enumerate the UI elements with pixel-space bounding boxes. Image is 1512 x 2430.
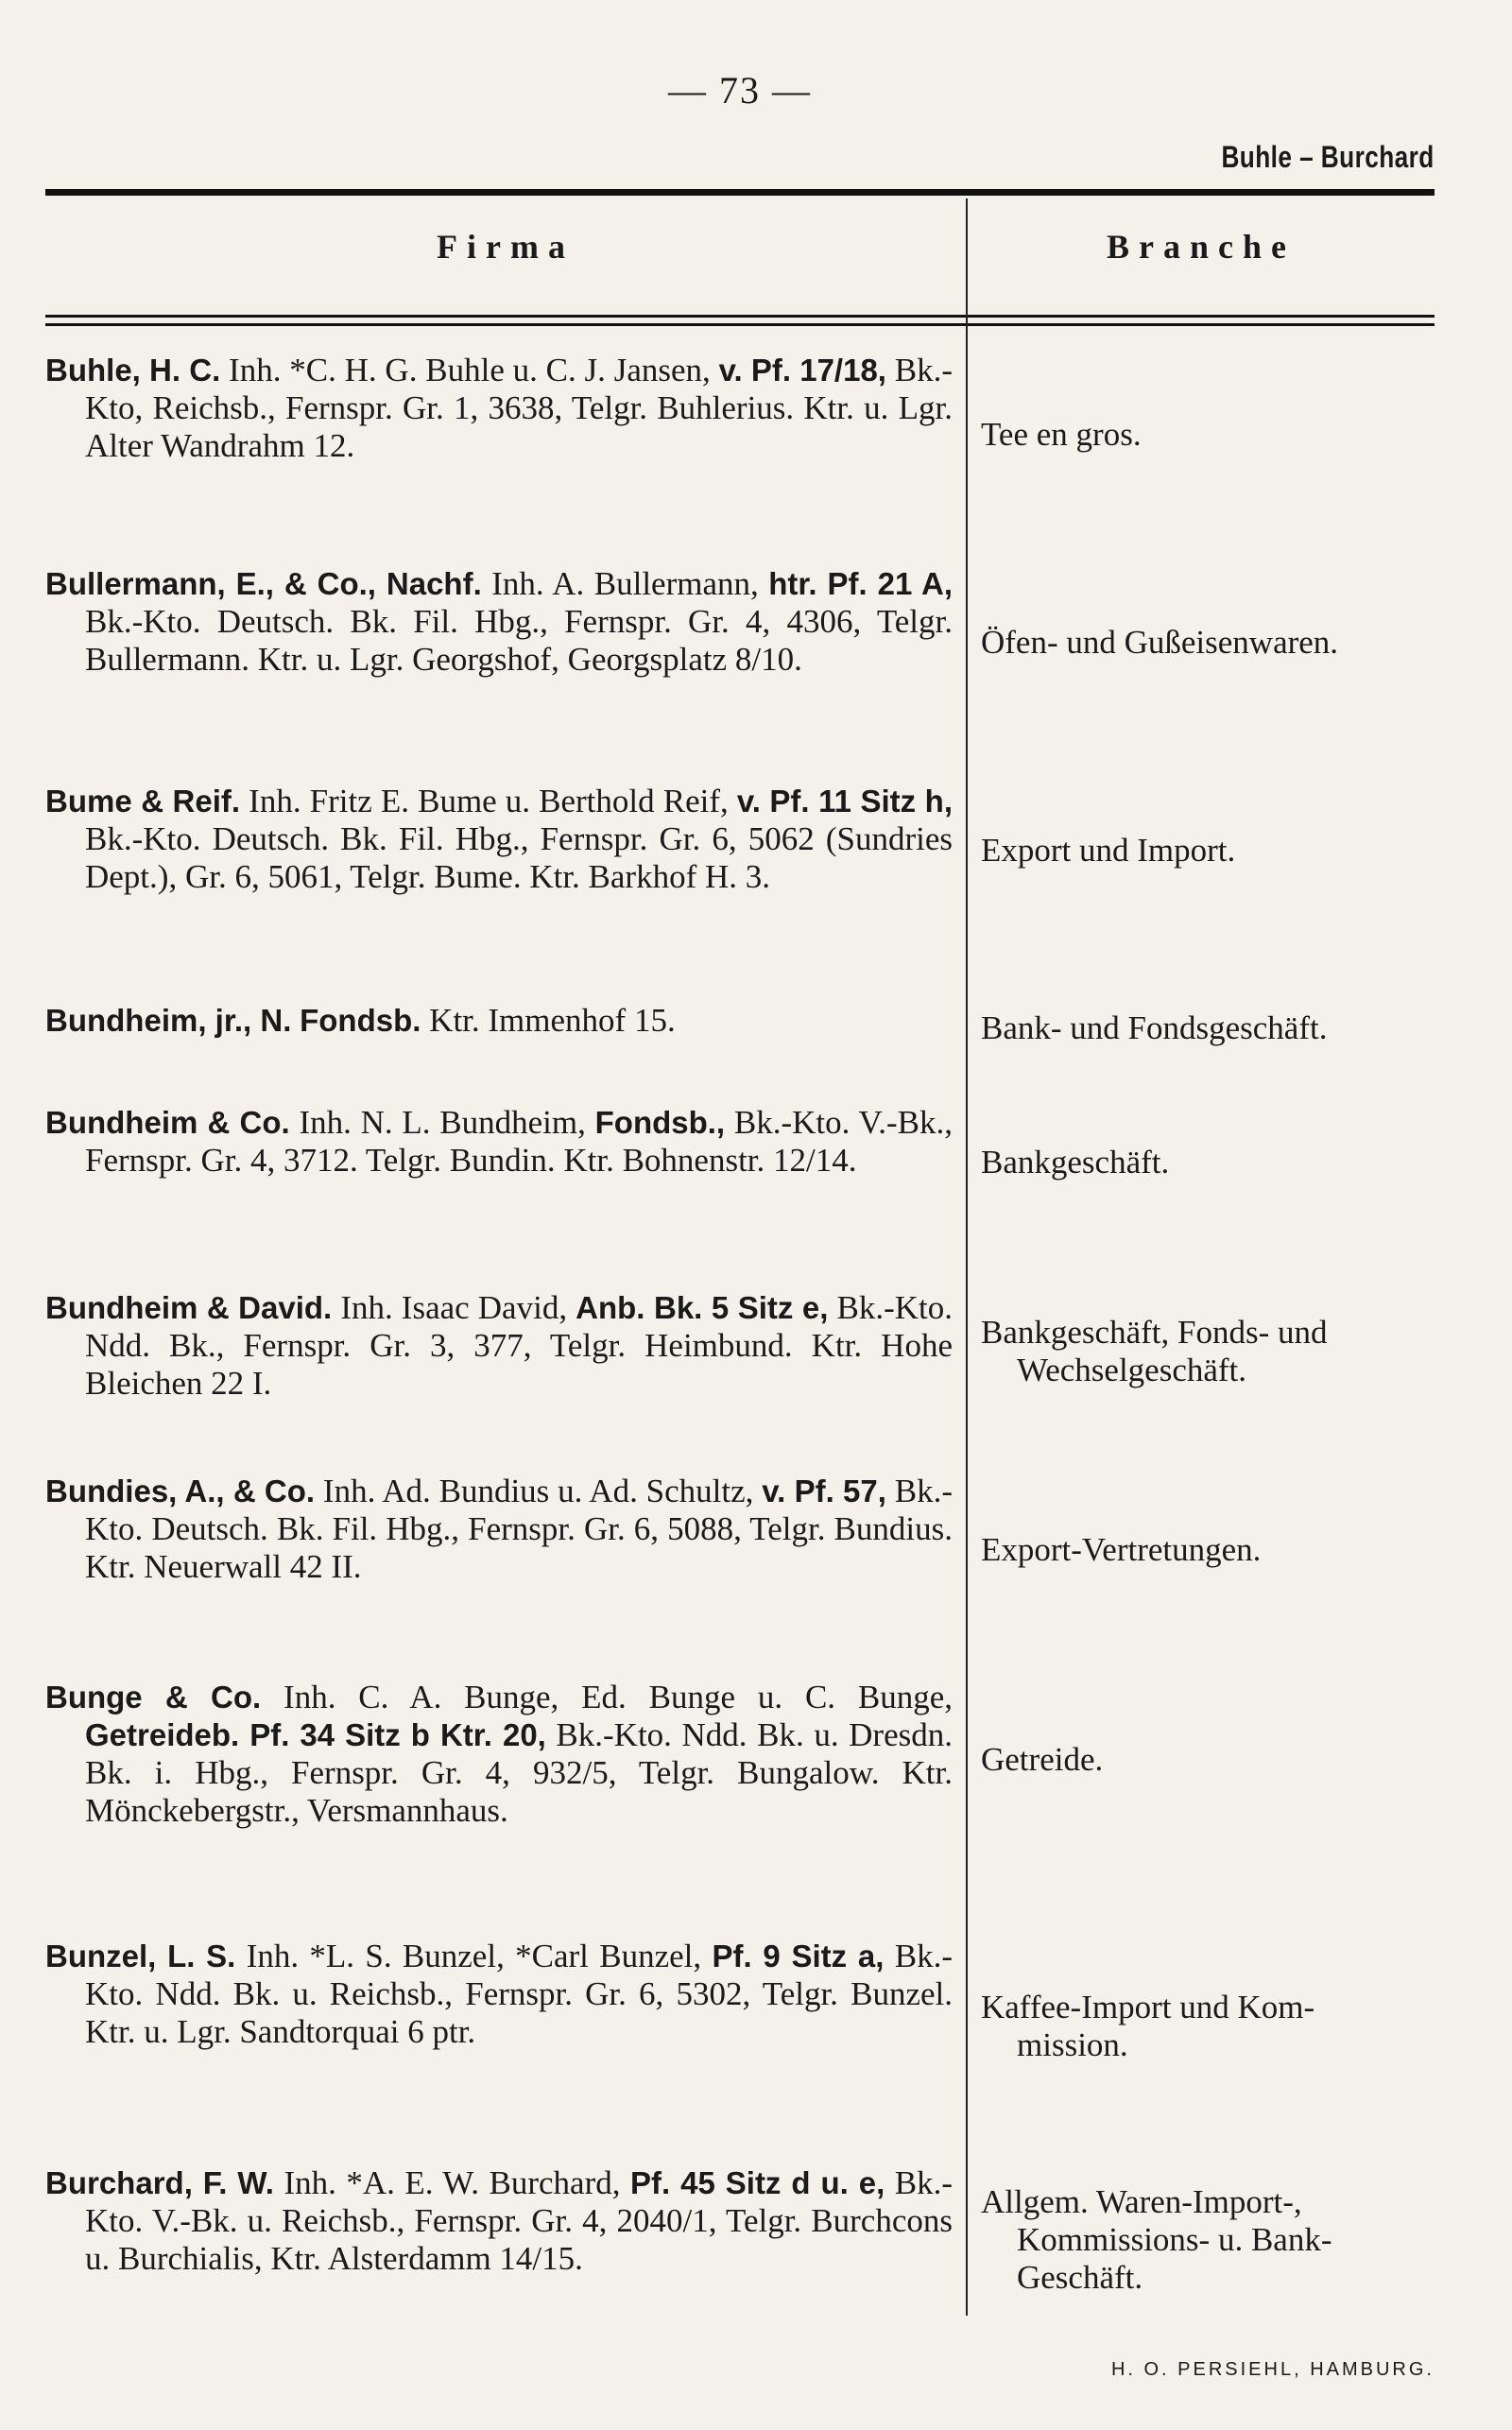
firma-paragraph: [45, 1289, 953, 1403]
firm-name: Buhle, H. C.: [45, 353, 221, 388]
firma-text: [45, 352, 953, 465]
column-header-branche: Branche: [1107, 228, 1296, 266]
firm-detail: Bk.-Kto, Reichsb., Fernspr. Gr. 1, 3638, Telgr. Buhlerius. Ktr. u. Lgr. Alter Wandrahm 12.: [85, 352, 954, 464]
firm-name: Bundheim, jr., N.: [45, 1003, 292, 1038]
firm-detail-bold: v. Pf. 57,: [762, 1474, 886, 1508]
branche-line: Bankgeschäft.: [981, 1144, 1170, 1181]
branche-line: Export und Import.: [981, 832, 1236, 869]
firm-detail-bold: Getreideb. Pf. 34 Sitz b Ktr. 20,: [85, 1717, 546, 1752]
firma-paragraph: [45, 2164, 953, 2278]
firma-paragraph: [45, 783, 953, 896]
branche-line: Kaffee-Import und Kom-: [981, 1989, 1315, 2025]
firm-detail: Inh. Fritz E. Bume u. Berthold Reif,: [249, 783, 737, 819]
branche-line: Allgem. Waren-Import-,: [981, 2183, 1302, 2220]
firm-detail: Bk.-Kto. V.-Bk., Fernspr. Gr. 4, 3712. Telgr. Bundin. Ktr. Bohnenstr. 12/14.: [85, 1104, 954, 1179]
branche-line: Geschäft.: [1017, 2259, 1143, 2296]
branche-text: [981, 2183, 1435, 2297]
firm-detail-bold: Fondsb.: [300, 1003, 421, 1038]
header-double-rule: [45, 315, 1435, 326]
branche-line: Tee en gros.: [981, 416, 1142, 453]
firm-detail-bold: Pf. 9 Sitz a,: [712, 1939, 885, 1973]
firma-text: [45, 1104, 953, 1180]
firm-detail: Bk.-Kto. Ndd. Bk., Fernspr. Gr. 3, 377, Telgr. Heimbund. Ktr. Hohe Bleichen 22 I.: [85, 1289, 953, 1402]
firm-detail-bold: Pf. 45 Sitz d u. e,: [630, 2165, 885, 2200]
firma-paragraph: [45, 352, 953, 465]
firm-name: Bume & Reif.: [45, 784, 241, 819]
firm-detail: Inh. C. A. Bunge, Ed. Bunge u. C. Bunge,: [284, 1679, 954, 1715]
firma-paragraph: [45, 1473, 953, 1586]
firm-name: Bundheim & David.: [45, 1290, 333, 1325]
page-number: — 73 —: [668, 69, 812, 112]
firm-name: Bunge & Co.: [45, 1680, 262, 1715]
firm-detail: Inh. Isaac David,: [340, 1289, 576, 1326]
column-divider: [966, 198, 968, 2316]
branche-text: [981, 1009, 1435, 1047]
firm-detail-bold: Anb. Bk. 5 Sitz e,: [576, 1290, 829, 1325]
branche-line: Kommissions- u. Bank-: [1017, 2221, 1332, 2258]
firma-text: [45, 1289, 953, 1403]
branche-line: Getreide.: [981, 1741, 1104, 1778]
branche-text: [981, 1314, 1435, 1389]
firm-detail: Bk.-Kto. Deutsch. Bk. Fil. Hbg., Fernspr. Gr. 6, 5088, Telgr. Bundius. Ktr. Neuerwall 42 II.: [85, 1473, 953, 1585]
branche-line: Öfen- und Gußeisenwaren.: [981, 624, 1339, 661]
branche-text: [981, 1531, 1435, 1569]
firm-detail: Bk.-Kto. Ndd. Bk. u. Reichsb., Fernspr. Gr. 6, 5302, Telgr. Bunzel. Ktr. u. Lgr. Sandtorquai 6 ptr.: [85, 1938, 954, 2050]
firma-paragraph: [45, 565, 953, 679]
branche-line: mission.: [1017, 2026, 1128, 2063]
printer-imprint: H. O. PERSIEHL, HAMBURG.: [1110, 2359, 1435, 2380]
firm-detail-bold: Fondsb.,: [594, 1105, 726, 1140]
branche-text: [981, 1144, 1435, 1181]
firm-detail: Bk.-Kto. Ndd. Bk. u. Dresdn. Bk. i. Hbg., Fernspr. Gr. 4, 932/5, Telgr. Bungalow. Ktr. Mönckebergstr., Versmannhaus.: [85, 1716, 953, 1829]
firm-name: Bundheim & Co.: [45, 1105, 290, 1140]
branche-text: [981, 1989, 1435, 2064]
firm-name: Bundies, A., & Co.: [45, 1474, 316, 1508]
firma-text: [45, 1938, 953, 2051]
branche-line: Wechselgeschäft.: [1017, 1352, 1247, 1388]
branche-line: Bankgeschäft, Fonds- und: [981, 1314, 1328, 1351]
firm-detail-bold: htr. Pf. 21 A,: [768, 566, 954, 601]
branche-line: Export-Vertretungen.: [981, 1531, 1262, 1568]
branche-text: [981, 416, 1435, 454]
firma-paragraph: [45, 1679, 953, 1830]
firm-name: Burchard, F. W.: [45, 2165, 274, 2200]
firm-detail: Bk.-Kto. Deutsch. Bk. Fil. Hbg., Fernspr. Gr. 6, 5062 (Sundries Dept.), Gr. 6, 5061, Telgr. Bume. Ktr. Barkhof H. 3.: [85, 820, 953, 895]
firma-text: [45, 1473, 953, 1586]
firm-detail: Inh. N. L. Bundheim,: [299, 1104, 595, 1141]
firm-detail: Inh. *L. S. Bunzel, *Carl Bunzel,: [246, 1938, 713, 1974]
firma-paragraph: [45, 1104, 953, 1180]
firm-detail-bold: v. Pf. 11 Sitz h,: [736, 784, 954, 819]
running-head: Buhle – Burchard: [1221, 140, 1435, 174]
firm-detail: Bk.-Kto. Deutsch. Bk. Fil. Hbg., Fernspr. Gr. 4, 4306, Telgr. Bullermann. Ktr. u. Lgr. Georgshof, Georgsplatz 8/10.: [85, 603, 953, 678]
firma-text: [45, 1679, 953, 1830]
firm-name: Bunzel, L. S.: [45, 1939, 236, 1973]
top-rule: [45, 189, 1435, 196]
firma-paragraph: [45, 1938, 953, 2051]
firm-detail: Inh. *A. E. W. Burchard,: [284, 2164, 631, 2201]
branche-text: [981, 624, 1435, 662]
firm-detail: Ktr. Immenhof 15.: [421, 1002, 676, 1039]
firma-text: [45, 783, 953, 896]
firma-text: [45, 565, 953, 679]
firm-detail-bold: v. Pf. 17/18,: [718, 353, 886, 388]
branche-text: [981, 832, 1435, 870]
firm-detail: Bk.-Kto. V.-Bk. u. Reichsb., Fernspr. Gr. 4, 2040/1, Telgr. Burchcons u. Burchialis, Ktr. Alsterdamm 14/15.: [85, 2164, 954, 2277]
firm-detail: Inh. Ad. Bundius u. Ad. Schultz,: [322, 1473, 763, 1509]
column-header-firma: Firma: [437, 228, 575, 266]
firma-text: [45, 2164, 953, 2278]
branche-text: [981, 1741, 1435, 1779]
firma-text: [45, 1002, 953, 1040]
branche-line: Bank- und Fondsgeschäft.: [981, 1009, 1328, 1046]
firm-name: Bullermann, E., & Co., Nachf.: [45, 566, 482, 601]
directory-page: [45, 0, 1435, 2430]
firma-paragraph: [45, 1002, 953, 1040]
firm-detail: Inh. A. Bullermann,: [491, 565, 769, 602]
firm-detail: Inh. *C. H. G. Buhle u. C. J. Jansen,: [229, 352, 719, 388]
